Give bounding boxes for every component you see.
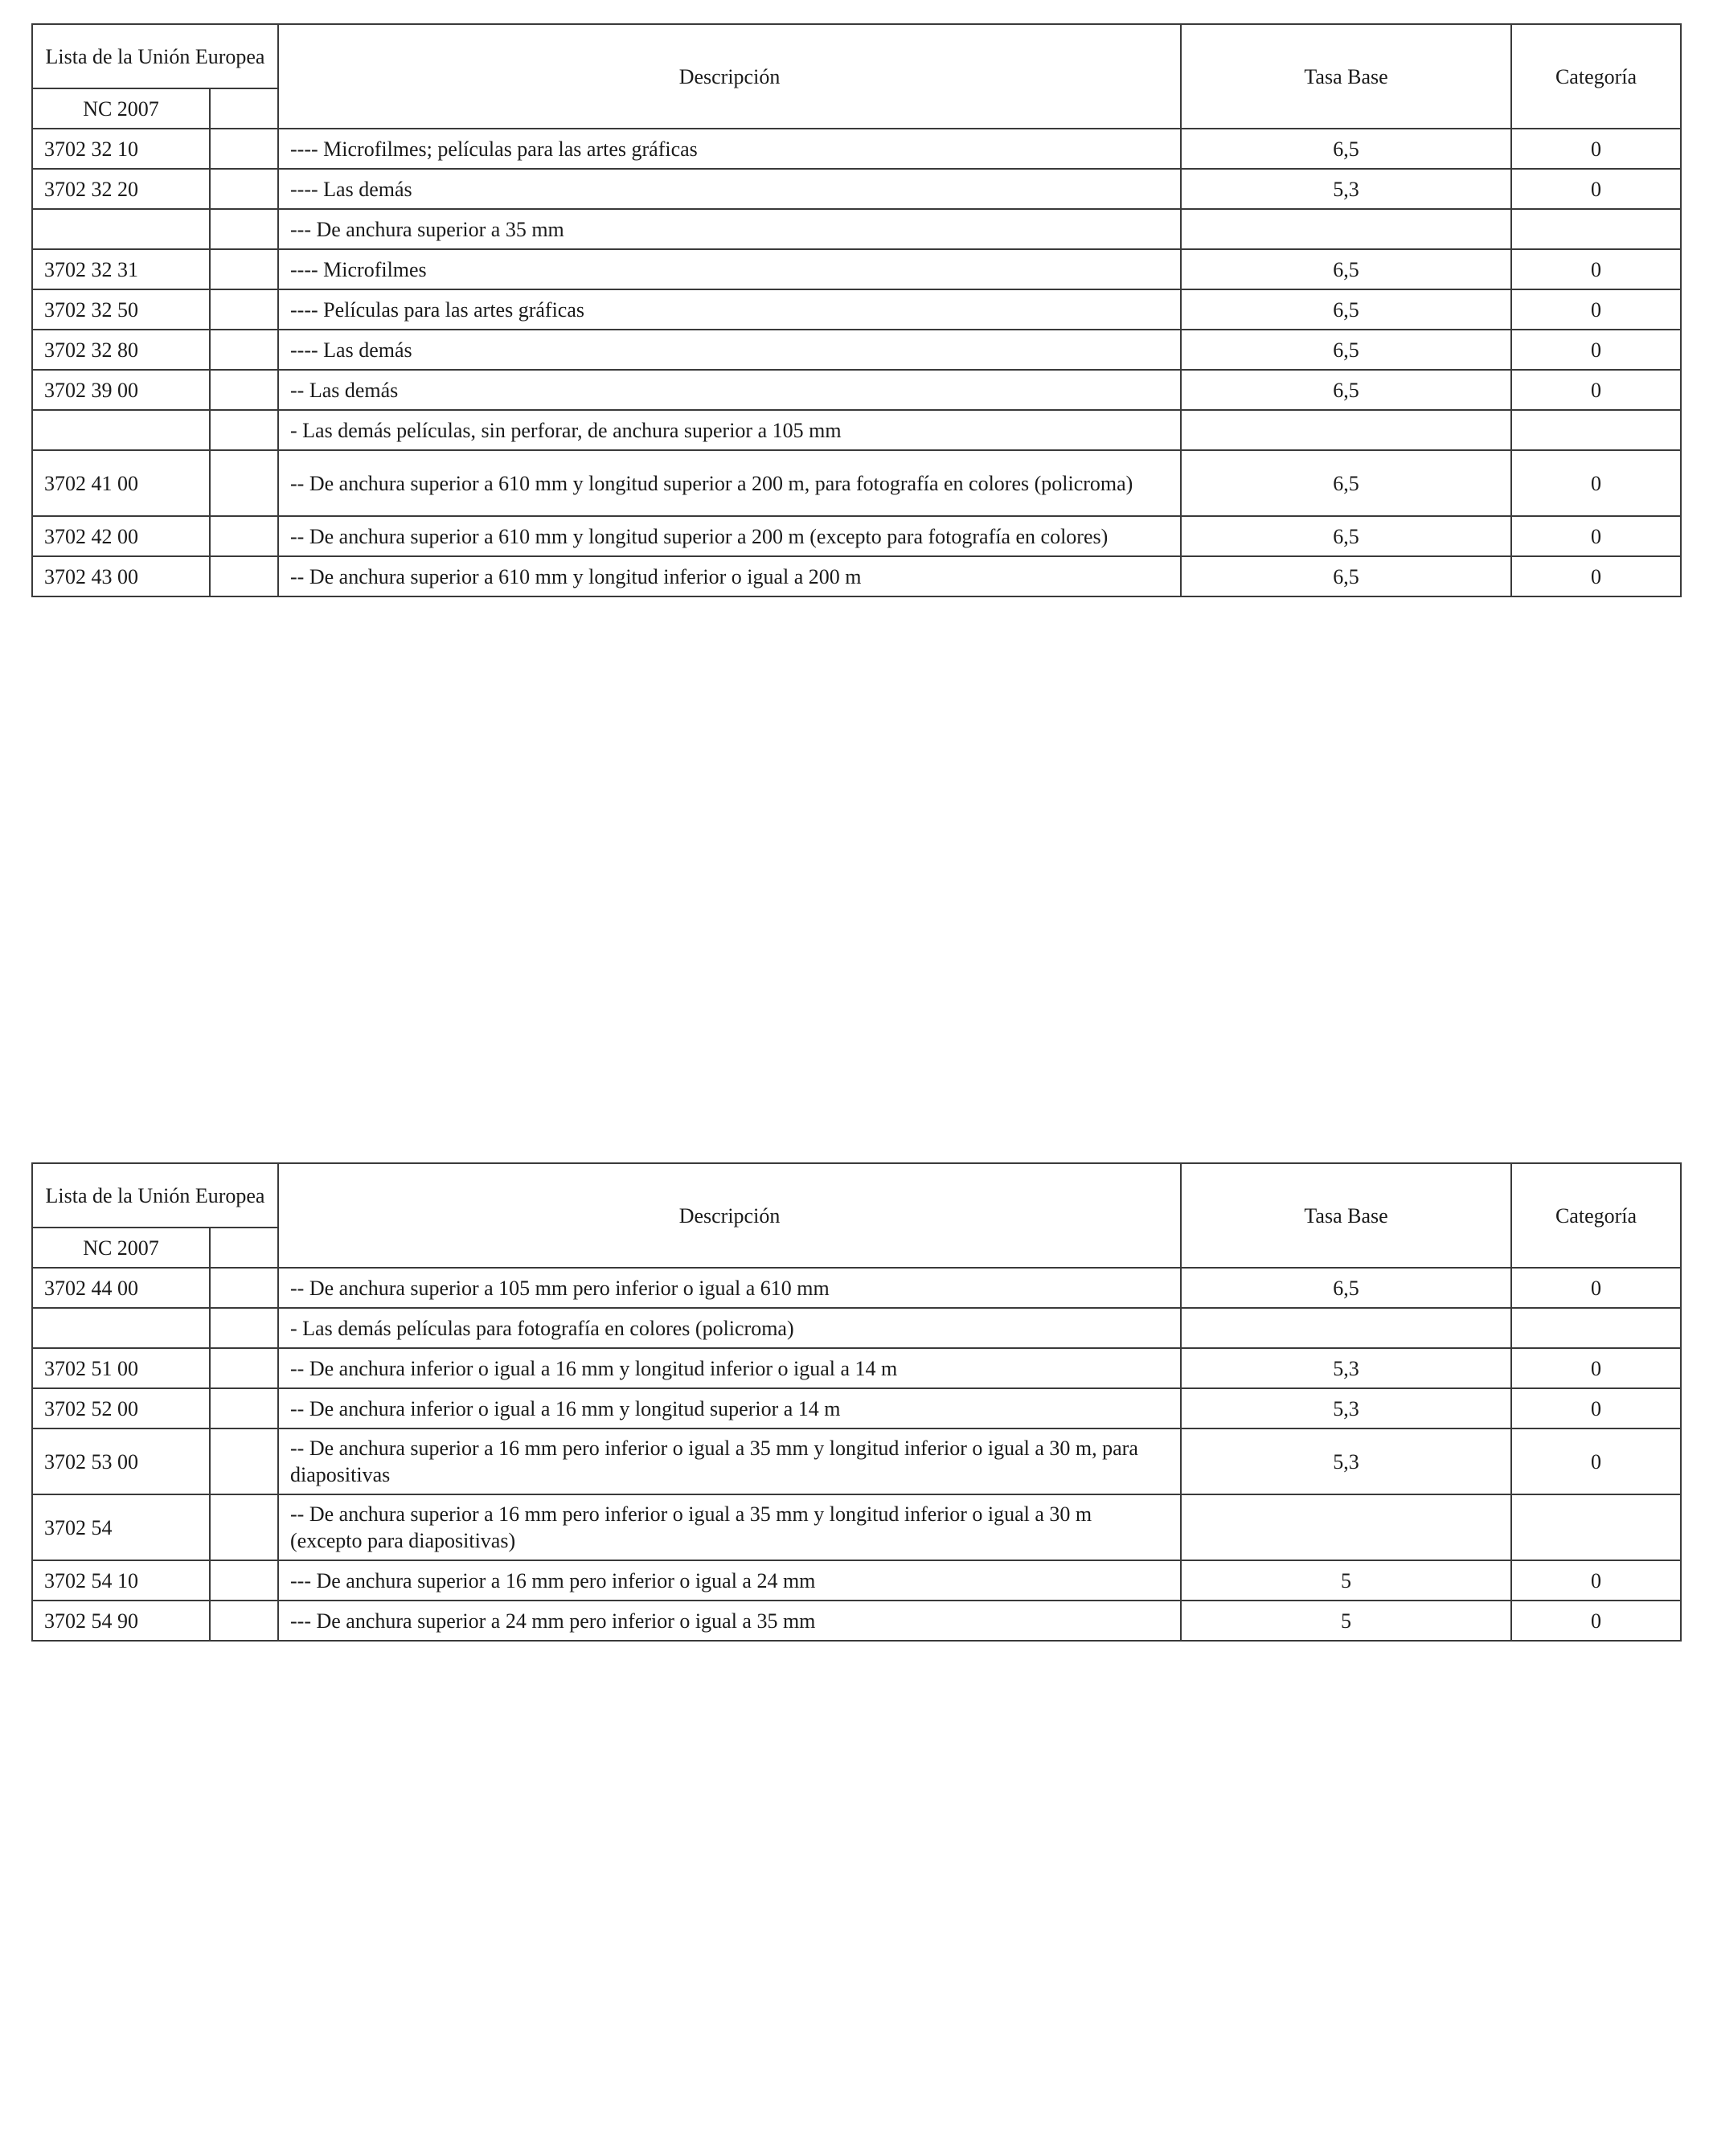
cat-cell (1511, 410, 1681, 450)
table-row (32, 1428, 1681, 1494)
cat-cell: 0 (1511, 249, 1681, 289)
rate-cell: 5 (1181, 1601, 1511, 1641)
cat-cell: 0 (1511, 289, 1681, 330)
table-row (32, 556, 1681, 596)
rate-cell: 5,3 (1181, 169, 1511, 209)
desc-cell: -- De anchura inferior o igual a 16 mm y longitud inferior o igual a 14 m (278, 1348, 1181, 1388)
code-cell: 3702 52 00 (32, 1388, 210, 1428)
rate-header: Tasa Base (1181, 1163, 1511, 1268)
cat-cell (1511, 209, 1681, 249)
list-header: Lista de la Unión Europea (32, 1163, 278, 1228)
empty-cell (210, 1308, 278, 1348)
cat-header: Categoría (1511, 24, 1681, 129)
cat-cell: 0 (1511, 1388, 1681, 1428)
cat-cell: 0 (1511, 1601, 1681, 1641)
tariff-table-1 (31, 23, 1682, 597)
desc-cell: -- De anchura superior a 610 mm y longitud inferior o igual a 200 m (278, 556, 1181, 596)
empty-cell (210, 1348, 278, 1388)
rate-cell (1181, 1494, 1511, 1560)
empty-cell (210, 1560, 278, 1601)
rate-cell: 6,5 (1181, 289, 1511, 330)
code-cell (32, 410, 210, 450)
code-cell: 3702 54 10 (32, 1560, 210, 1601)
rate-cell: 6,5 (1181, 556, 1511, 596)
rate-cell: 5,3 (1181, 1348, 1511, 1388)
tariff-table-2 (31, 1162, 1682, 1642)
empty-cell (210, 450, 278, 516)
table-row (32, 450, 1681, 516)
desc-cell: -- De anchura superior a 105 mm pero inferior o igual a 610 mm (278, 1268, 1181, 1308)
empty-header-cell (210, 1228, 278, 1268)
cat-cell: 0 (1511, 129, 1681, 169)
cat-header: Categoría (1511, 1163, 1681, 1268)
desc-cell: ---- Películas para las artes gráficas (278, 289, 1181, 330)
rate-cell (1181, 1308, 1511, 1348)
list-header: Lista de la Unión Europea (32, 24, 278, 88)
desc-cell: -- De anchura superior a 16 mm pero inferior o igual a 35 mm y longitud inferior o igual a 30 m (excepto para diapositivas) (278, 1494, 1181, 1560)
table-row (32, 1494, 1681, 1560)
desc-cell: -- Las demás (278, 370, 1181, 410)
code-cell: 3702 32 50 (32, 289, 210, 330)
empty-cell (210, 289, 278, 330)
rate-cell: 5,3 (1181, 1388, 1511, 1428)
table-row (32, 1308, 1681, 1348)
code-cell: 3702 32 20 (32, 169, 210, 209)
cat-cell: 0 (1511, 556, 1681, 596)
code-cell: 3702 39 00 (32, 370, 210, 410)
desc-cell: --- De anchura superior a 24 mm pero inferior o igual a 35 mm (278, 1601, 1181, 1641)
code-cell (32, 209, 210, 249)
desc-cell: ---- Las demás (278, 169, 1181, 209)
table-row (32, 410, 1681, 450)
empty-header-cell (210, 88, 278, 129)
table-row (32, 129, 1681, 169)
desc-cell: -- De anchura superior a 16 mm pero inferior o igual a 35 mm y longitud inferior o igual a 30 m, para diapositivas (278, 1428, 1181, 1494)
table-row (32, 330, 1681, 370)
desc-cell: ---- Microfilmes; películas para las artes gráficas (278, 129, 1181, 169)
empty-cell (210, 556, 278, 596)
code-cell: 3702 32 80 (32, 330, 210, 370)
rate-header: Tasa Base (1181, 24, 1511, 129)
table-row (32, 249, 1681, 289)
desc-header: Descripción (278, 1163, 1181, 1268)
empty-cell (210, 516, 278, 556)
desc-cell: --- De anchura superior a 16 mm pero inferior o igual a 24 mm (278, 1560, 1181, 1601)
cat-cell (1511, 1308, 1681, 1348)
table-row (32, 370, 1681, 410)
table-row (32, 1348, 1681, 1388)
desc-cell: - Las demás películas, sin perforar, de anchura superior a 105 mm (278, 410, 1181, 450)
rate-cell (1181, 209, 1511, 249)
empty-cell (210, 1388, 278, 1428)
code-cell: 3702 42 00 (32, 516, 210, 556)
table-row (32, 516, 1681, 556)
table-row (32, 1601, 1681, 1641)
cat-cell: 0 (1511, 1348, 1681, 1388)
code-cell: 3702 32 10 (32, 129, 210, 169)
table-row (32, 1560, 1681, 1601)
cat-cell: 0 (1511, 1560, 1681, 1601)
rate-cell: 6,5 (1181, 1268, 1511, 1308)
cat-cell: 0 (1511, 516, 1681, 556)
desc-cell: -- De anchura superior a 610 mm y longitud superior a 200 m (excepto para fotografía en colores) (278, 516, 1181, 556)
table-row (32, 289, 1681, 330)
desc-cell: -- De anchura inferior o igual a 16 mm y longitud superior a 14 m (278, 1388, 1181, 1428)
rate-cell: 6,5 (1181, 330, 1511, 370)
rate-cell: 5,3 (1181, 1428, 1511, 1494)
rate-cell: 6,5 (1181, 516, 1511, 556)
desc-cell: - Las demás películas para fotografía en colores (policroma) (278, 1308, 1181, 1348)
code-cell: 3702 32 31 (32, 249, 210, 289)
code-cell: 3702 43 00 (32, 556, 210, 596)
cat-cell (1511, 1494, 1681, 1560)
empty-cell (210, 249, 278, 289)
empty-cell (210, 1428, 278, 1494)
cat-cell: 0 (1511, 1268, 1681, 1308)
table-row (32, 209, 1681, 249)
rate-cell: 5 (1181, 1560, 1511, 1601)
code-cell: 3702 41 00 (32, 450, 210, 516)
cat-cell: 0 (1511, 1428, 1681, 1494)
cat-cell: 0 (1511, 169, 1681, 209)
empty-cell (210, 129, 278, 169)
desc-cell: --- De anchura superior a 35 mm (278, 209, 1181, 249)
empty-cell (210, 169, 278, 209)
desc-cell: ---- Microfilmes (278, 249, 1181, 289)
desc-cell: ---- Las demás (278, 330, 1181, 370)
code-cell (32, 1308, 210, 1348)
rate-cell: 6,5 (1181, 129, 1511, 169)
table-row (32, 1388, 1681, 1428)
code-cell: 3702 51 00 (32, 1348, 210, 1388)
cat-cell: 0 (1511, 370, 1681, 410)
nc-header: NC 2007 (32, 88, 210, 129)
empty-cell (210, 209, 278, 249)
table-row (32, 169, 1681, 209)
code-cell: 3702 54 (32, 1494, 210, 1560)
cat-cell: 0 (1511, 450, 1681, 516)
rate-cell: 6,5 (1181, 450, 1511, 516)
nc-header: NC 2007 (32, 1228, 210, 1268)
cat-cell: 0 (1511, 330, 1681, 370)
empty-cell (210, 410, 278, 450)
table-row (32, 1268, 1681, 1308)
empty-cell (210, 370, 278, 410)
rate-cell: 6,5 (1181, 370, 1511, 410)
empty-cell (210, 1494, 278, 1560)
code-cell: 3702 53 00 (32, 1428, 210, 1494)
empty-cell (210, 1268, 278, 1308)
empty-cell (210, 330, 278, 370)
desc-header: Descripción (278, 24, 1181, 129)
code-cell: 3702 44 00 (32, 1268, 210, 1308)
empty-cell (210, 1601, 278, 1641)
desc-cell: -- De anchura superior a 610 mm y longitud superior a 200 m, para fotografía en colores (policroma) (278, 450, 1181, 516)
rate-cell: 6,5 (1181, 249, 1511, 289)
code-cell: 3702 54 90 (32, 1601, 210, 1641)
table-header-row (32, 1163, 1681, 1228)
rate-cell (1181, 410, 1511, 450)
table-header-row (32, 24, 1681, 88)
